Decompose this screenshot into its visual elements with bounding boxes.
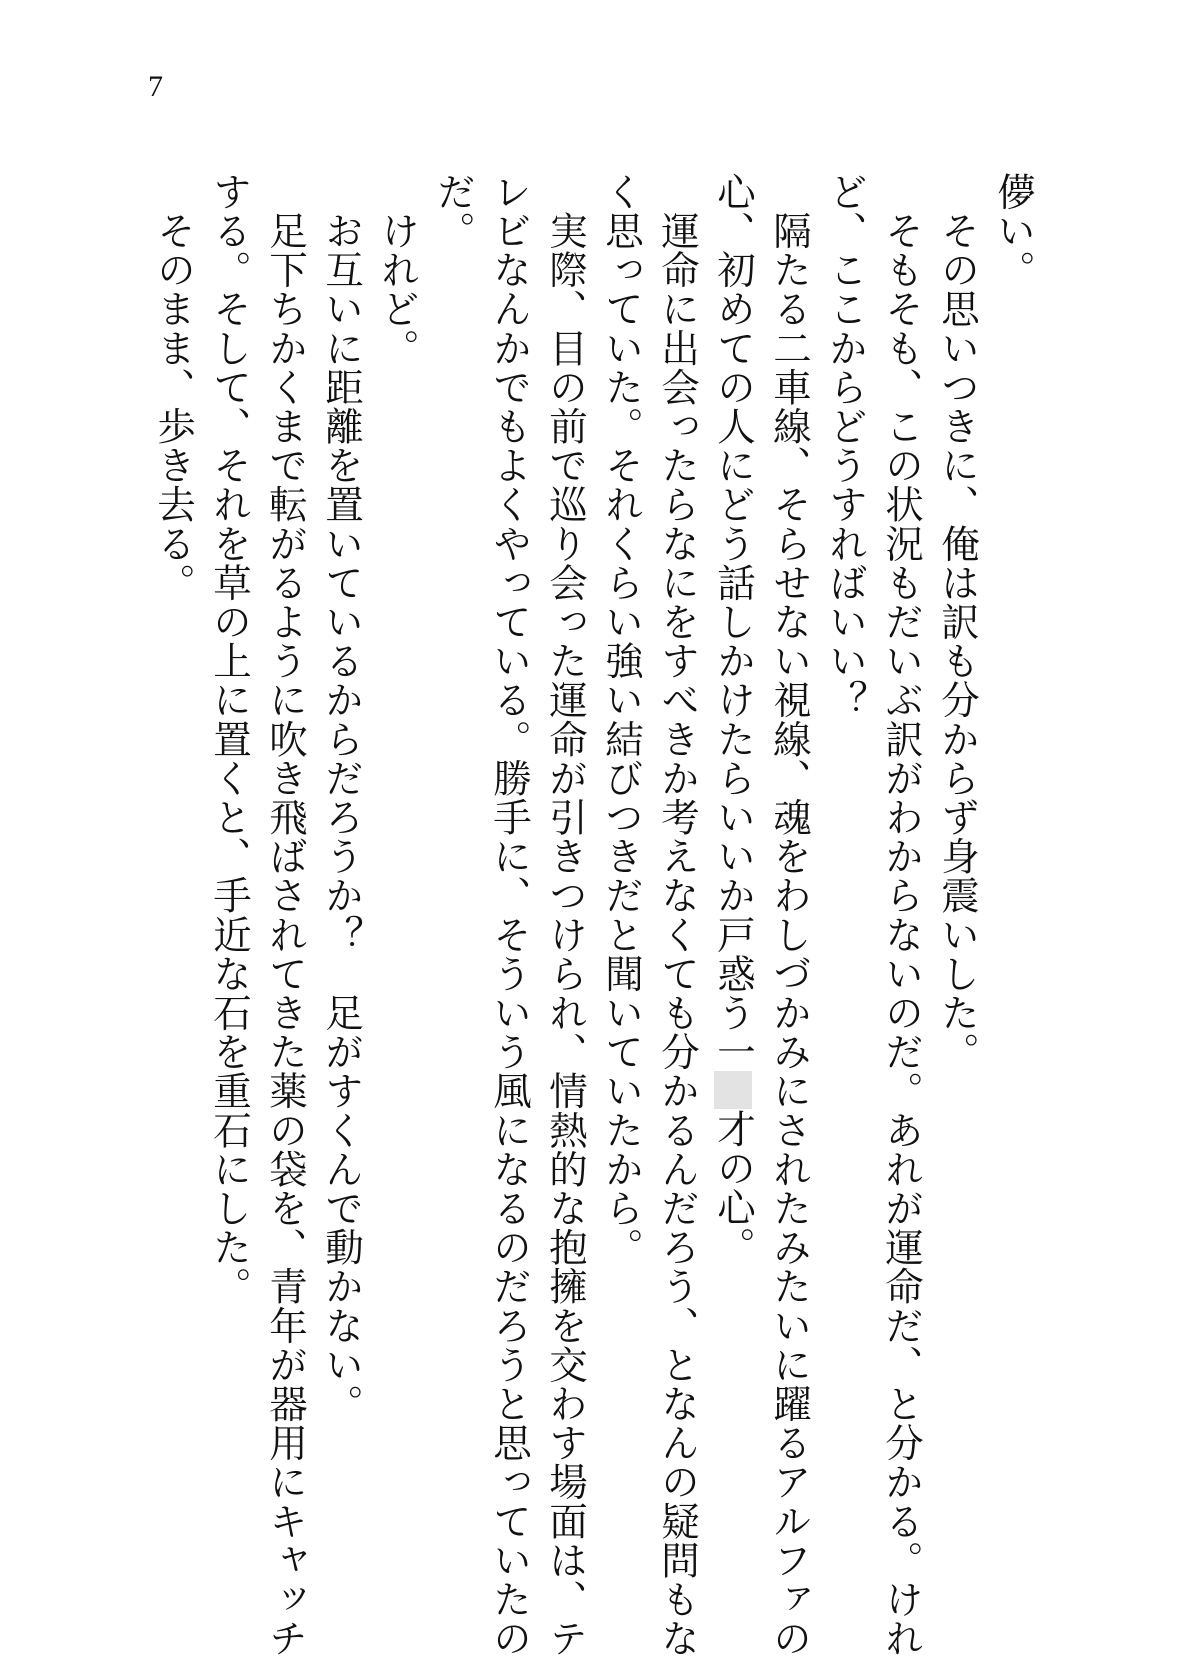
text-line-4: ど、ここからどうすればいい？ [823, 172, 868, 720]
page-number: 7 [148, 70, 163, 103]
text-line-5: 隔たる二車線、そらせない視線、魂をわしづかみにされたみたいに躍るアルファの [767, 172, 812, 1658]
text-line-10: レビなんかでもよくやっている。勝手に、そういう風になるのだろうと思っていたの [487, 172, 532, 1658]
text-line-1: 儚い。 [991, 172, 1036, 290]
text-line-2: その思いつきに、俺は訳も分からず身震いした。 [935, 172, 980, 1072]
text-line-6-head: 心、初めての人にどう話しかけたらいいか戸惑う一 [711, 172, 756, 1072]
vertical-text-body [145, 172, 1041, 1658]
text-line-12: けれど。 [375, 172, 420, 368]
text-line-7: 運命に出会ったらなにをすべきか考えなくても分かるんだろう、となんの疑問もな [655, 172, 700, 1658]
text-line-15: する。そして、それを草の上に置くと、手近な石を重石にした。 [207, 172, 252, 1306]
redaction-box [714, 1071, 752, 1109]
text-line-16: そのまま、歩き去る。 [151, 172, 196, 603]
text-line-11: だ。 [431, 172, 476, 251]
text-line-6 [705, 172, 761, 1572]
text-line-8: く思っていた。それくらい強い結びつきだと聞いていたから。 [599, 172, 644, 1267]
text-line-3: そもそも、この状況もだいぶ訳がわからないのだ。あれが運命だ、と分かる。けれ [879, 172, 924, 1658]
text-line-6-tail: 才の心。 [711, 1109, 756, 1266]
text-line-14: 足下ちかくまで転がるように吹き飛ばされてきた薬の袋を、青年が器用にキャッチ [263, 172, 308, 1658]
text-line-9: 実際、目の前で巡り会った運命が引きつけられ、情熱的な抱擁を交わす場面は、テ [543, 172, 588, 1658]
text-line-13: お互いに距離を置いているからだろうか？ 足がすくんで動かない。 [319, 172, 364, 1424]
